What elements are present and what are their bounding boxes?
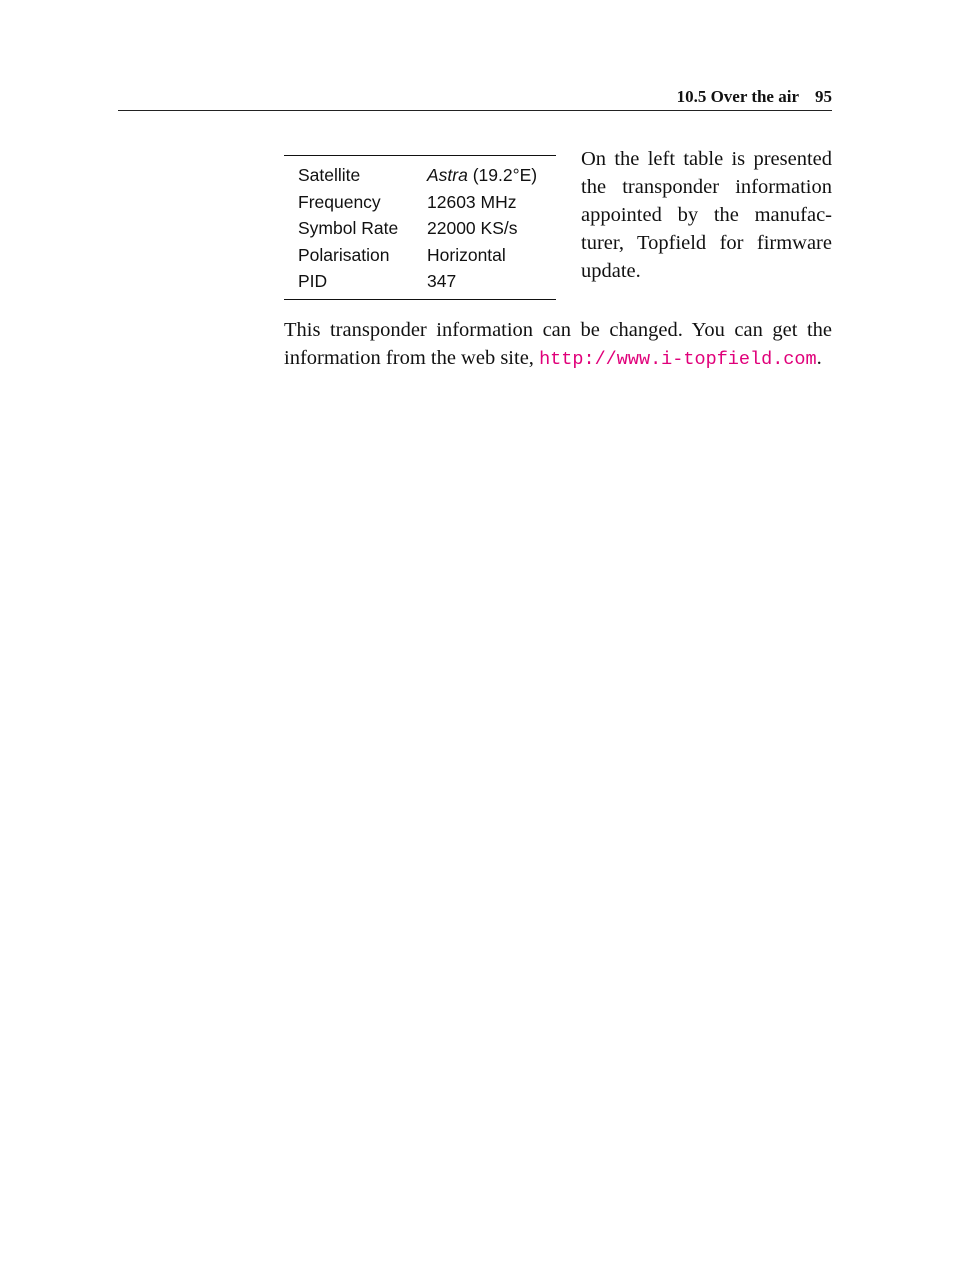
row-value (427, 156, 556, 189)
table-row (284, 189, 556, 216)
satellite-position: (19.2°E) (467, 165, 538, 185)
body-text: This transponder information can be changed. You can get the information from the web site, (284, 319, 832, 369)
running-header (118, 86, 832, 111)
row-key: Symbol Rate (298, 218, 399, 238)
table-row (284, 215, 556, 242)
table-row (284, 268, 556, 299)
row-value: 347 (427, 271, 457, 291)
section-title: 10.5 Over the air (676, 87, 799, 106)
row-key: Frequency (298, 191, 381, 212)
body-paragraph (284, 316, 832, 374)
row-value: 22000 KS/s (427, 218, 518, 238)
topfield-website-link[interactable]: http://www.i-topfield.com (539, 349, 817, 370)
page-number: 95 (815, 87, 832, 106)
row-value: 12603 MHz (427, 191, 517, 212)
row-key: PID (298, 271, 328, 291)
table-row (284, 156, 556, 189)
row-key: Polarisation (298, 244, 390, 265)
side-note: On the left table is presented the transponder information appointed by the manufacturer, Topfield for firmware update. (581, 148, 832, 282)
satellite-name: Astra (427, 165, 468, 185)
row-key: Satellite (298, 165, 361, 185)
row-value: Horizontal (427, 244, 506, 265)
transponder-table (284, 155, 556, 300)
table-row (284, 242, 556, 269)
body-text-end: . (816, 347, 822, 369)
